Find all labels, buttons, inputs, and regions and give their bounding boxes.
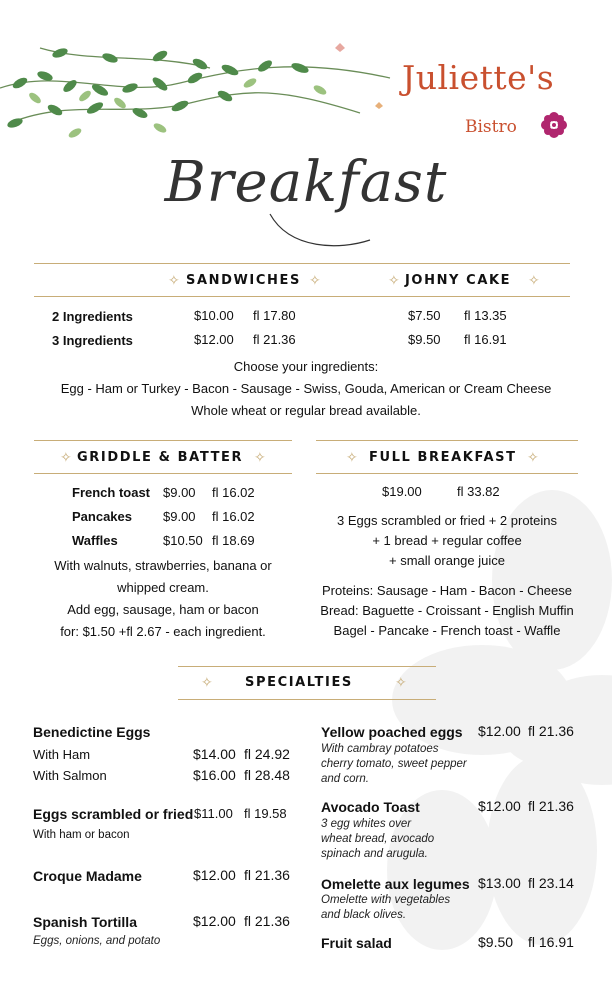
section-heading-full-breakfast: FULL BREAKFAST	[369, 450, 517, 465]
menu-item-desc: With cambray potatoes	[321, 743, 439, 755]
menu-item-alt-price: fl 24.92	[244, 746, 290, 762]
ornament-icon: ✧	[201, 674, 213, 690]
menu-item-price: $11.00	[194, 806, 233, 821]
menu-item-name: Pancakes	[72, 509, 132, 524]
ornament-icon: ✧	[168, 272, 180, 288]
menu-item-price: $9.50	[478, 934, 514, 950]
full-breakfast-desc: 3 Eggs scrambled or fried + 2 proteins	[336, 513, 558, 528]
brand-name: Juliette's	[402, 58, 555, 97]
menu-item-price: $9.00	[163, 485, 196, 500]
menu-item-name: 2 Ingredients	[52, 309, 133, 324]
menu-item-price: $13.00	[478, 875, 521, 891]
full-breakfast-proteins: Proteins: Sausage - Ham - Bacon - Cheese	[321, 583, 572, 598]
ingredients-note: Choose your ingredients:	[233, 359, 379, 374]
full-breakfast-bread: Bagel - Pancake - French toast - Waffle	[333, 623, 561, 638]
ornament-icon: ✧	[254, 449, 266, 465]
ingredients-note: Egg - Ham or Turkey - Bacon - Sausage - Swiss, Gouda, American or Cream Cheese	[60, 381, 552, 396]
section-heading-specialties: SPECIALTIES	[245, 675, 353, 690]
menu-item-price: $12.00	[193, 867, 236, 883]
menu-item-alt-price: fl 16.02	[212, 509, 255, 524]
title-swash-decoration	[250, 210, 380, 254]
ornament-icon: ✧	[346, 449, 358, 465]
griddle-note: whipped cream.	[117, 580, 209, 595]
menu-item-name: Yellow poached eggs	[321, 724, 463, 740]
divider	[34, 473, 292, 474]
menu-item-name: Fruit salad	[321, 935, 392, 951]
menu-item-name: French toast	[72, 485, 151, 500]
menu-item-alt-price: fl 16.02	[212, 485, 255, 500]
ornament-icon: ✧	[309, 272, 321, 288]
menu-item-desc: Omelette with vegetables	[321, 894, 451, 906]
ornament-icon: ✧	[60, 449, 72, 465]
menu-item-desc: Eggs, onions, and potato	[33, 935, 161, 947]
full-breakfast-desc: + small orange juice	[389, 553, 505, 568]
page-title: Breakfast	[164, 150, 448, 215]
divider	[34, 263, 570, 264]
menu-item-name: Omelette aux legumes	[321, 876, 470, 892]
menu-item-desc: and corn.	[321, 773, 369, 785]
menu-item-alt-price: fl 16.91	[464, 332, 507, 347]
menu-item-alt-price: fl 21.36	[253, 332, 296, 347]
menu-item-price: $12.00	[478, 798, 521, 814]
menu-item-name: Benedictine Eggs	[33, 724, 151, 740]
menu-item-price: $10.00	[194, 308, 234, 323]
menu-item-alt-price: fl 18.69	[212, 533, 255, 548]
menu-item-desc: cherry tomato, sweet pepper	[321, 758, 467, 770]
menu-item-price: $19.00	[382, 484, 422, 499]
menu-item-desc: and black olives.	[321, 909, 407, 921]
full-breakfast-desc: + 1 bread + regular coffee	[372, 533, 522, 548]
menu-item-desc: 3 egg whites over	[321, 818, 412, 830]
griddle-note: Add egg, sausage, ham or bacon	[67, 602, 259, 617]
divider	[34, 440, 292, 441]
menu-item-name: Eggs scrambled or fried	[33, 806, 194, 822]
menu-item-price: $12.00	[194, 332, 234, 347]
bistro-flower-icon	[541, 112, 567, 138]
menu-item-alt-price: fl 13.35	[464, 308, 507, 323]
menu-item-alt-price: fl 33.82	[457, 484, 500, 499]
ornament-icon: ✧	[528, 272, 540, 288]
menu-item-alt-price: fl 23.14	[528, 875, 574, 891]
divider	[178, 699, 436, 700]
menu-item-desc: With ham or bacon	[33, 829, 130, 841]
menu-item-price: $9.50	[408, 332, 441, 347]
brand-subtitle: Bistro	[465, 117, 517, 137]
menu-item-price: $12.00	[193, 913, 236, 929]
menu-item-name: 3 Ingredients	[52, 333, 133, 348]
menu-item-alt-price: fl 16.91	[528, 934, 574, 950]
menu-item-option: With Salmon	[33, 768, 107, 783]
menu-item-alt-price: fl 28.48	[244, 767, 290, 783]
menu-item-alt-price: fl 21.36	[528, 798, 574, 814]
section-heading-sandwiches: SANDWICHES	[186, 273, 301, 288]
full-breakfast-bread: Bread: Baguette - Croissant - English Muffin	[320, 603, 574, 618]
menu-item-price: $14.00	[193, 746, 236, 762]
menu-item-price: $12.00	[478, 723, 521, 739]
divider	[34, 296, 570, 297]
menu-item-price: $9.00	[163, 509, 196, 524]
menu-item-price: $16.00	[193, 767, 236, 783]
vine-decoration	[0, 28, 400, 158]
divider	[178, 666, 436, 667]
griddle-note: With walnuts, strawberries, banana or	[54, 558, 272, 573]
menu-item-alt-price: fl 21.36	[244, 913, 290, 929]
menu-item-desc: spinach and arugula.	[321, 848, 428, 860]
divider	[316, 440, 578, 441]
menu-item-name: Croque Madame	[33, 868, 142, 884]
section-heading-griddle: GRIDDLE & BATTER	[77, 450, 244, 465]
ingredients-note: Whole wheat or regular bread available.	[191, 403, 421, 418]
ornament-icon: ✧	[395, 674, 407, 690]
menu-item-name: Avocado Toast	[321, 799, 420, 815]
menu-item-desc: wheat bread, avocado	[321, 833, 435, 845]
menu-item-alt-price: fl 21.36	[528, 723, 574, 739]
griddle-note: for: $1.50 +fl 2.67 - each ingredient.	[60, 624, 266, 639]
menu-item-option: With Ham	[33, 747, 91, 762]
menu-item-price: $7.50	[408, 308, 441, 323]
menu-item-price: $10.50	[163, 533, 203, 548]
section-heading-johny-cake: JOHNY CAKE	[405, 273, 512, 288]
menu-item-alt-price: fl 19.58	[244, 806, 287, 821]
menu-item-name: Waffles	[72, 533, 118, 548]
menu-item-alt-price: fl 17.80	[253, 308, 296, 323]
menu-item-alt-price: fl 21.36	[244, 867, 290, 883]
menu-item-name: Spanish Tortilla	[33, 914, 137, 930]
ornament-icon: ✧	[527, 449, 539, 465]
divider	[316, 473, 578, 474]
ornament-icon: ✧	[388, 272, 400, 288]
